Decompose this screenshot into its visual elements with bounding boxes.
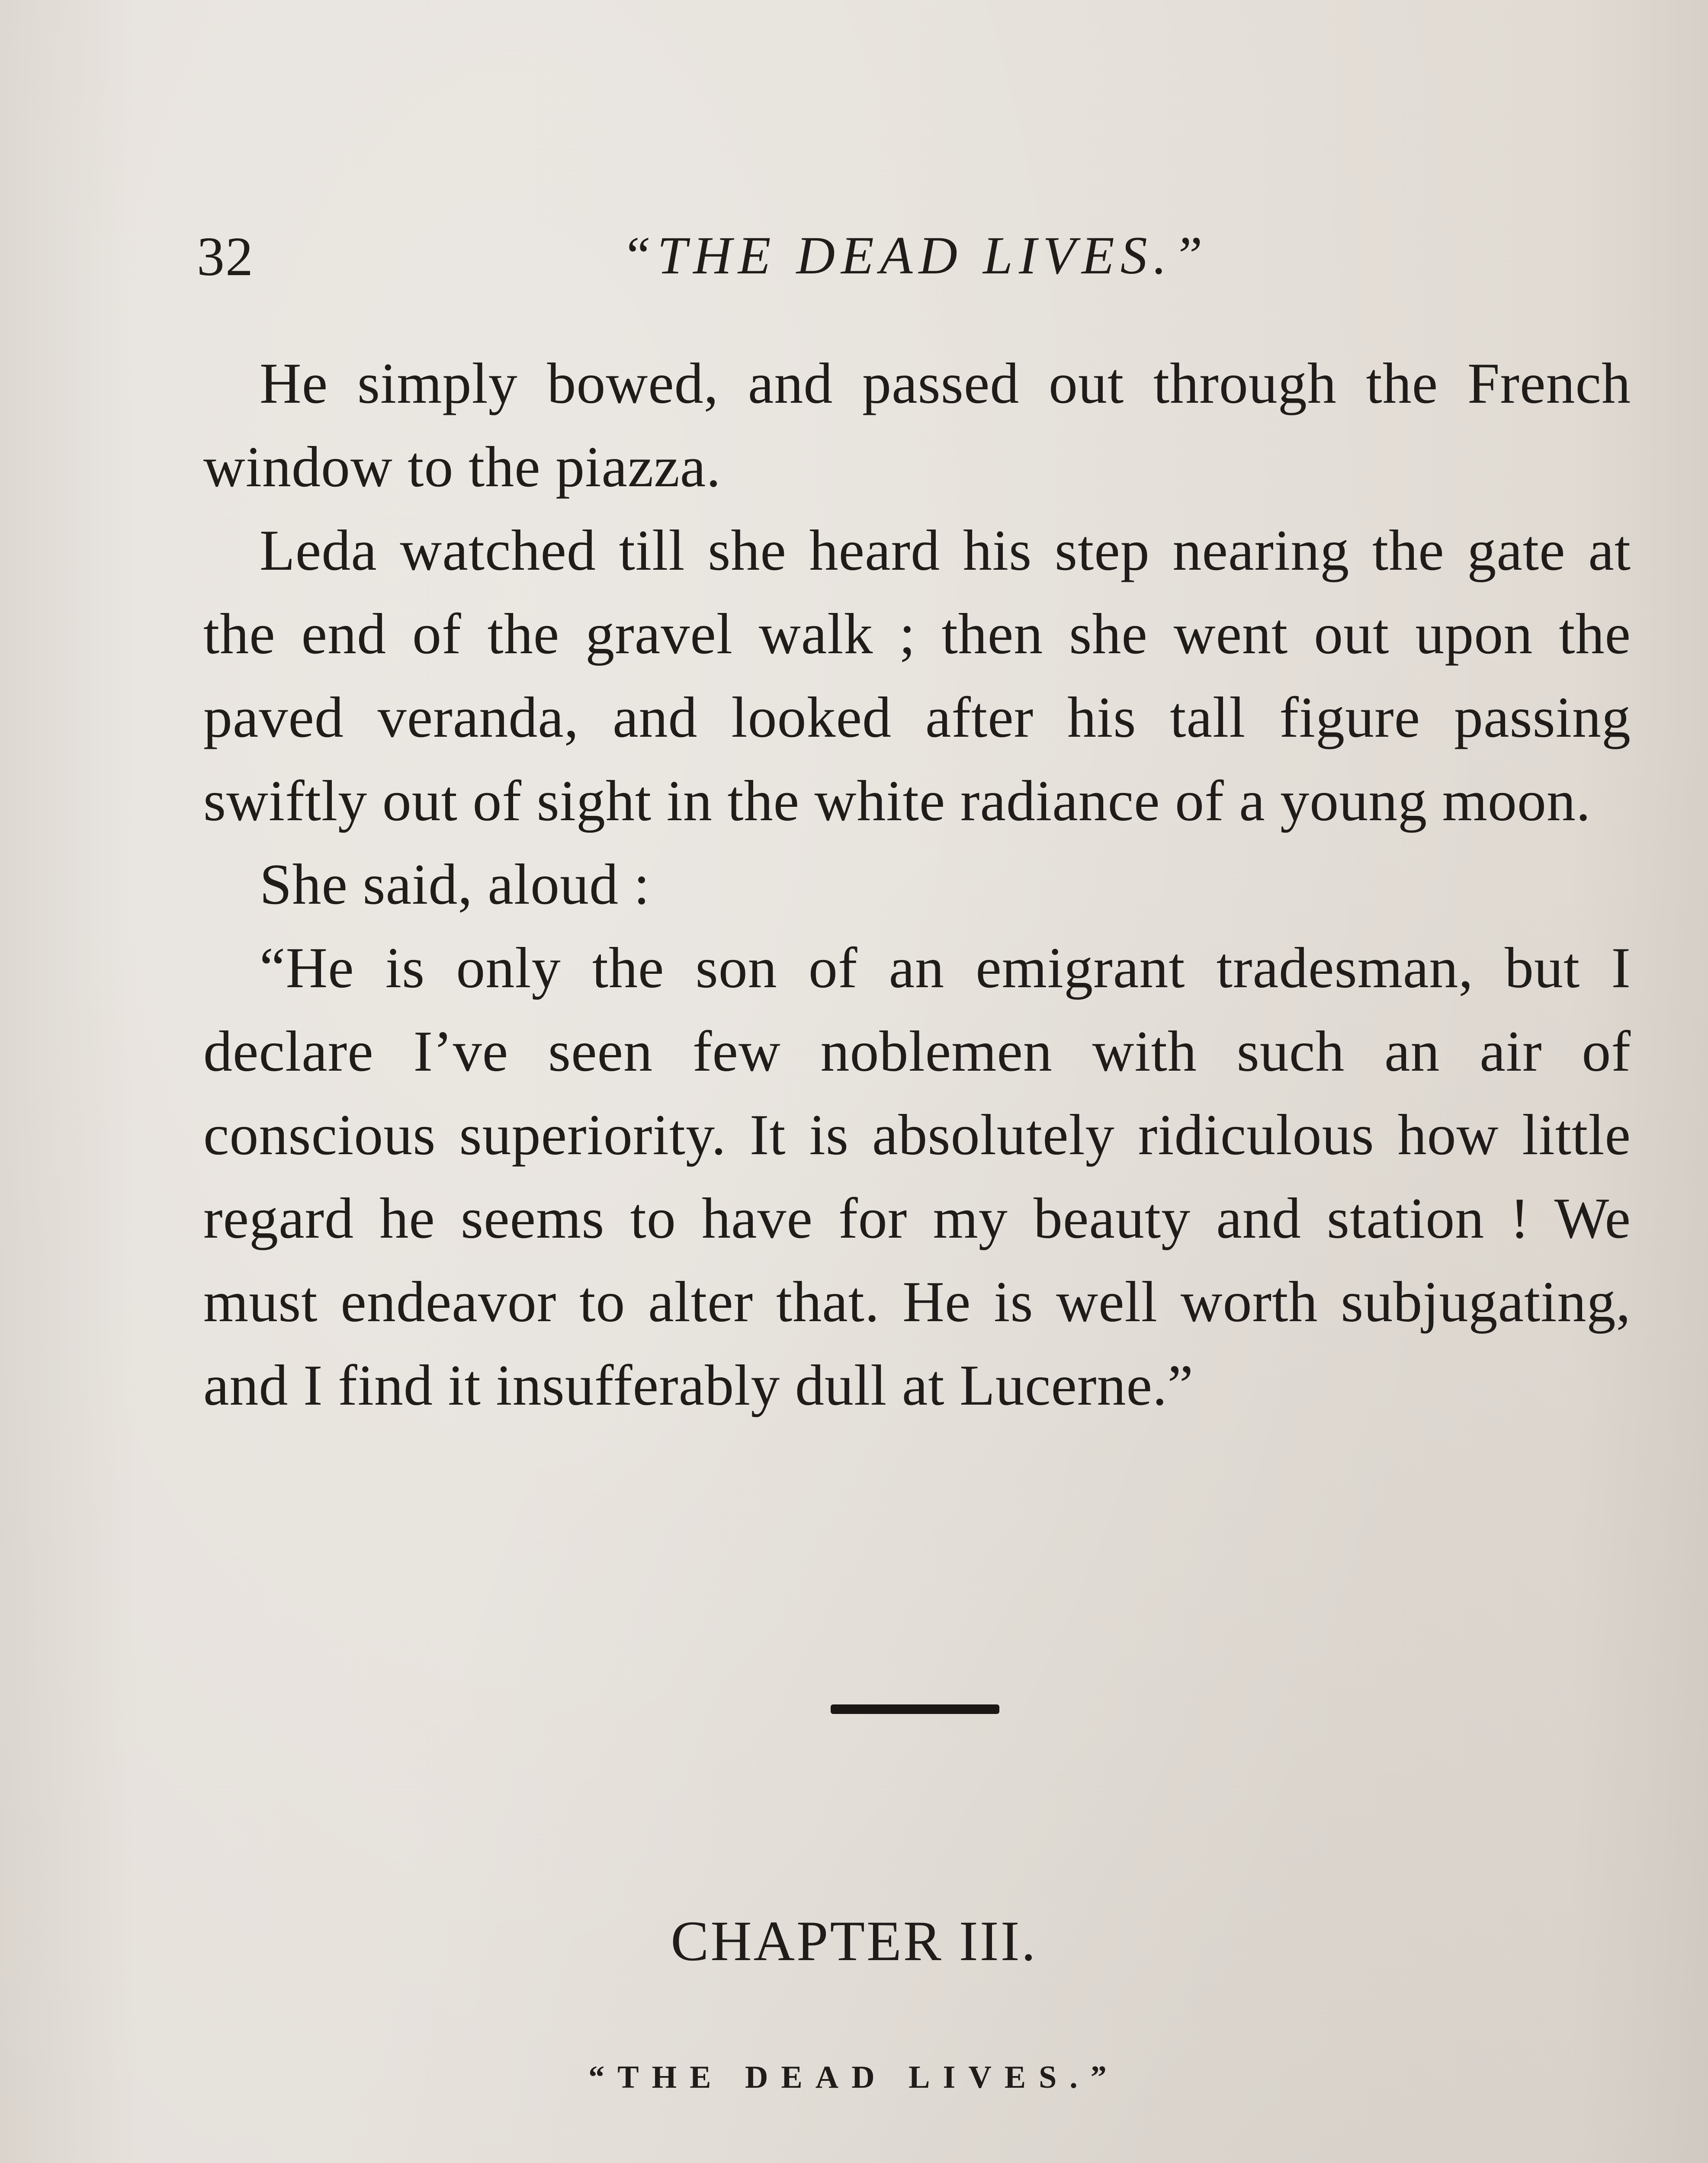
top-text-block xyxy=(203,342,1631,1427)
paragraph: She said, aloud : xyxy=(260,852,650,916)
paragraph: He simply bowed, and passed out through the French window to the piazza. xyxy=(203,351,1631,499)
running-title: “THE DEAD LIVES.” xyxy=(621,226,1209,285)
paragraph: “He is only the son of an emigrant tradesman, but I declare I’ve seen few noblemen with such an air of conscious superiority. It is absolutely ridiculous how little regard he seems to have for my beauty and station ! We must endeavor to alter that. He is well worth subjugating, and I find it insufferably dull at Lucerne.” xyxy=(203,936,1631,1417)
running-head xyxy=(197,225,1633,294)
paragraph: Leda watched till she heard his step nearing the gate at the end of the gravel walk ; then she went out upon the paved veranda, and looked after his tall figure passing swiftly out of sight in the white radiance of a young moon. xyxy=(203,518,1631,833)
chapter-subtitle: “THE DEAD LIVES.” xyxy=(588,2060,1120,2095)
section-divider xyxy=(831,1704,999,1714)
page-number: 32 xyxy=(197,226,254,287)
chapter-heading: CHAPTER III. xyxy=(671,1909,1037,1973)
